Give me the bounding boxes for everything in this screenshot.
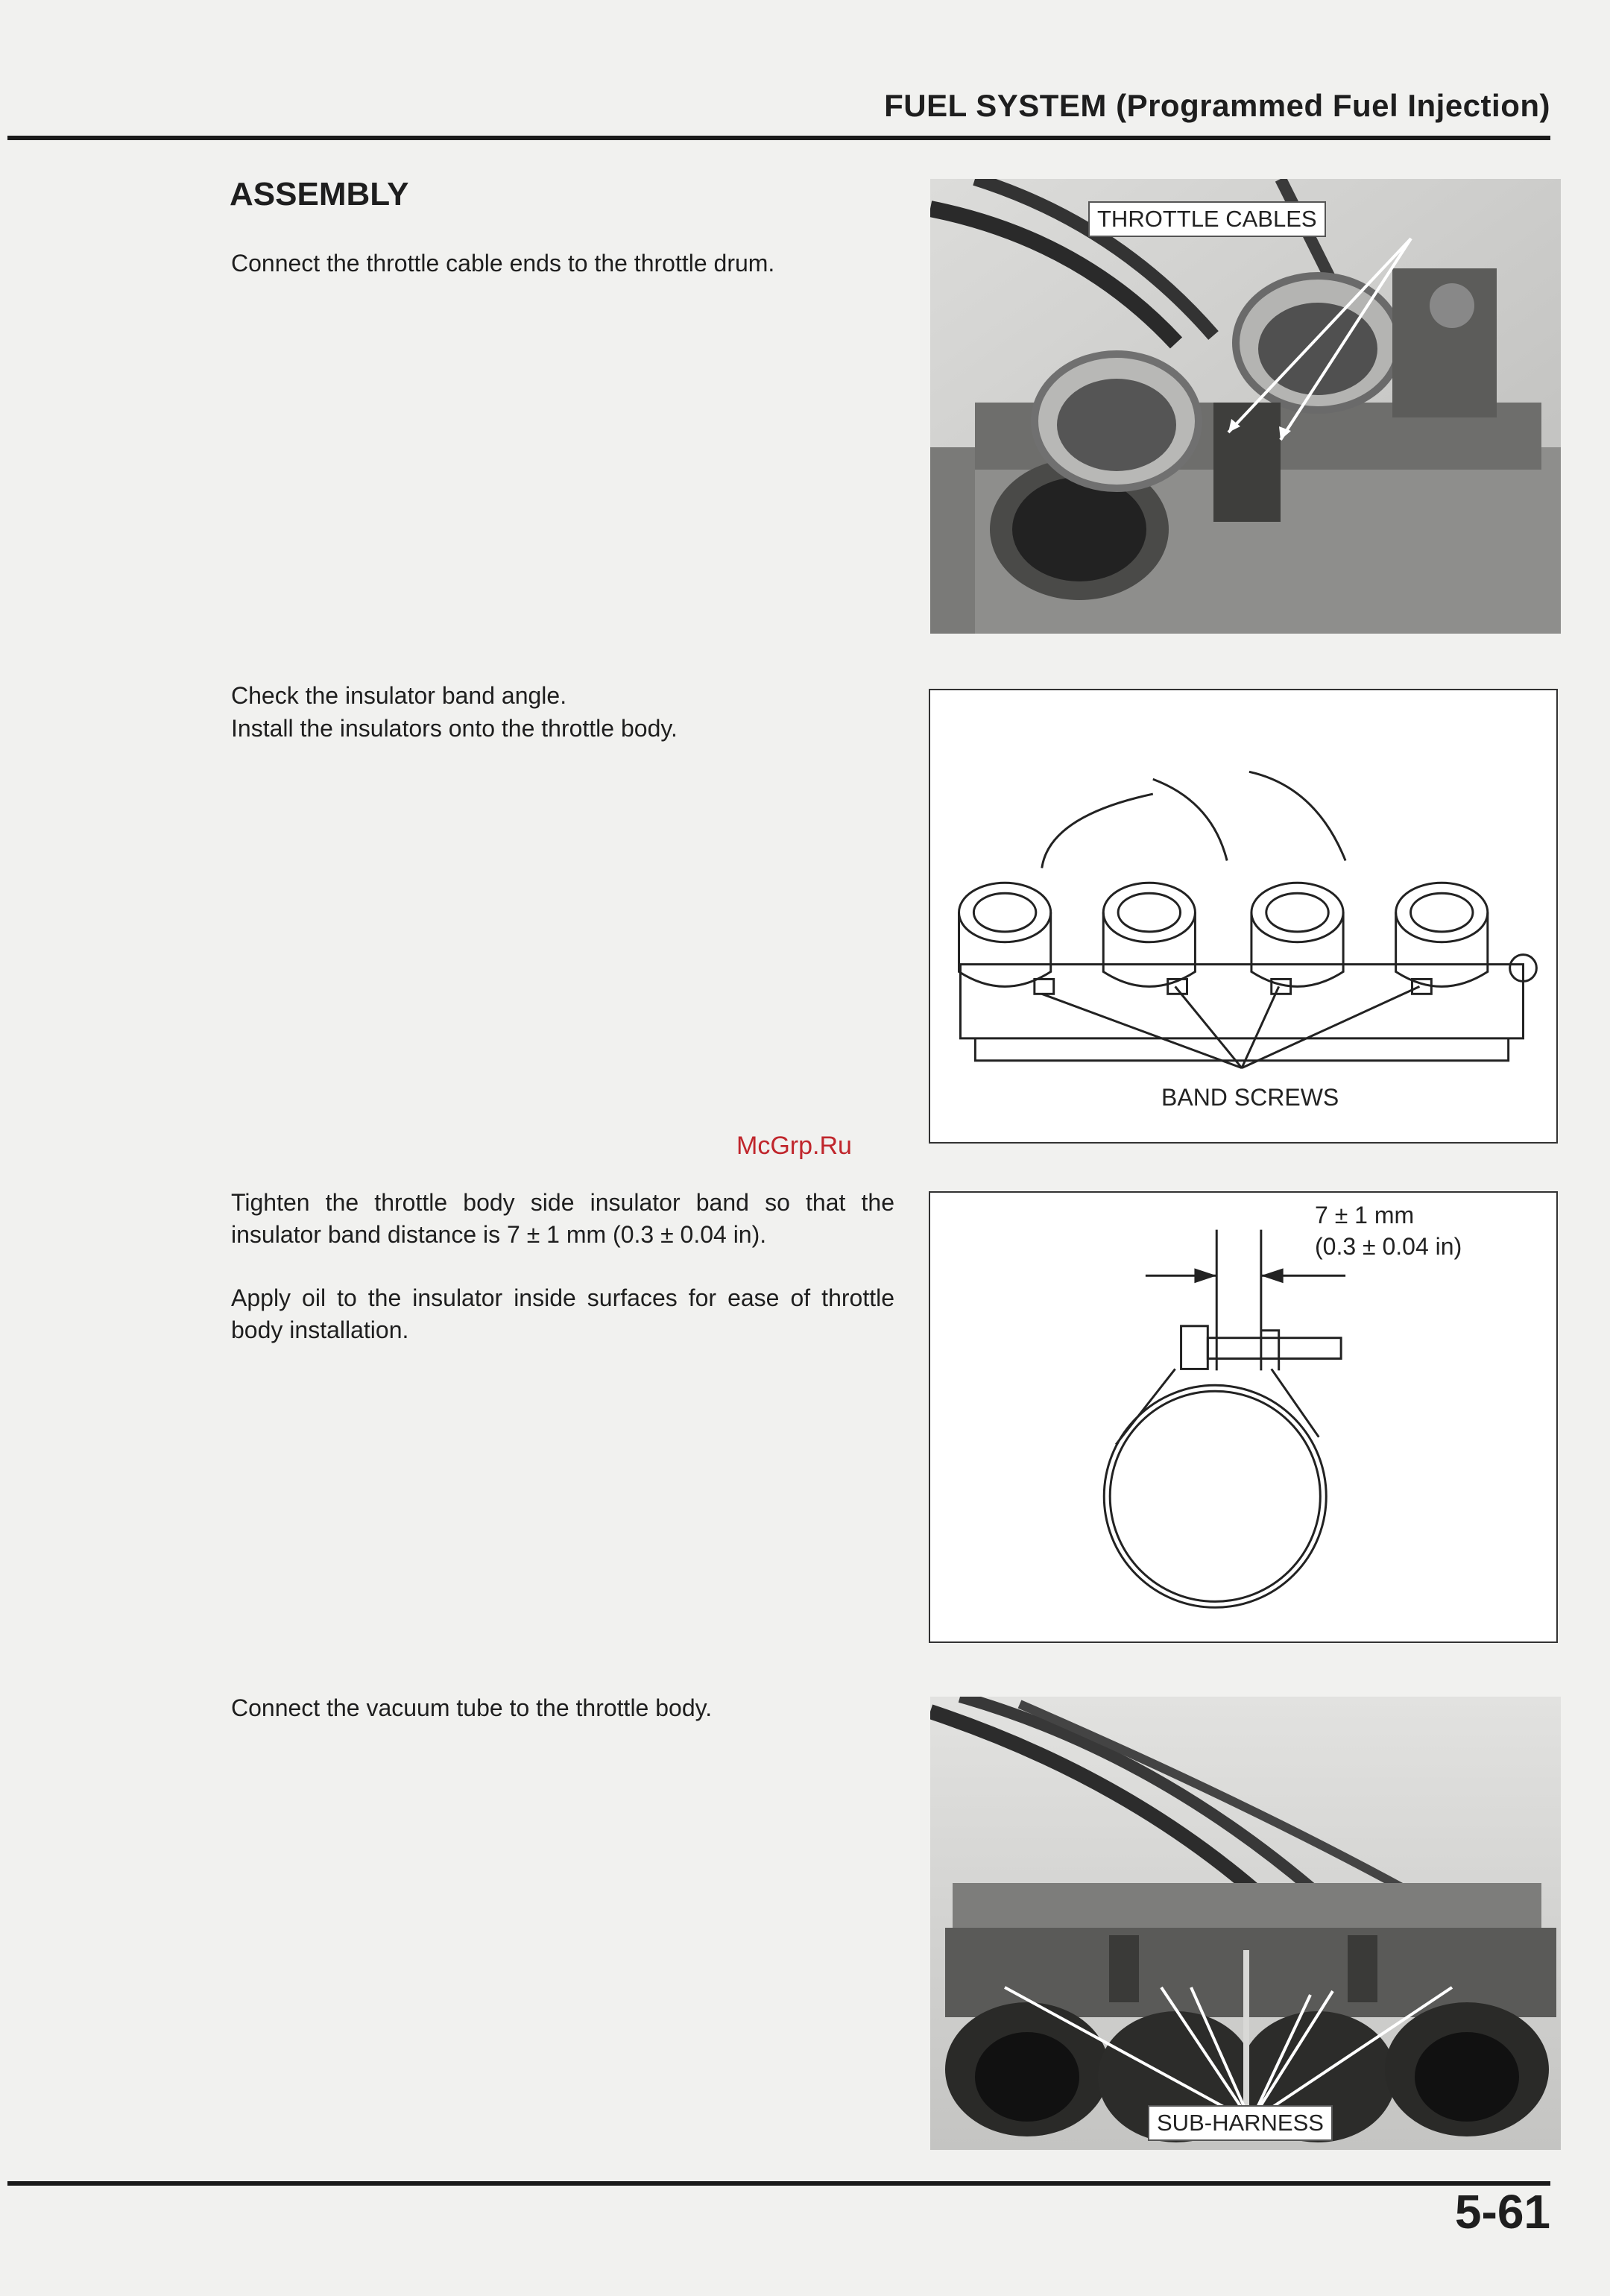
step-3-paragraph-1: Tighten the throttle body side insulator band so that the insulator band distance is 7 ± 1 mm (0.3 ± 0.04 in). xyxy=(231,1189,894,1248)
sub-harness-label: SUB-HARNESS xyxy=(1148,2105,1333,2141)
watermark-text: McGrp.Ru xyxy=(736,1132,852,1160)
band-distance-diagram xyxy=(929,1191,1558,1643)
footer-rule xyxy=(7,2181,1550,2186)
page-header-title: FUEL SYSTEM (Programmed Fuel Injection) xyxy=(884,88,1550,123)
sub-harness-arrows xyxy=(930,1697,1561,2150)
page-number: 5-61 xyxy=(1454,2185,1550,2239)
throttle-cables-arrows xyxy=(930,179,1561,634)
distance-in-label: (0.3 ± 0.04 in) xyxy=(1315,1233,1462,1260)
sub-harness-photo xyxy=(930,1697,1561,2150)
throttle-cables-photo xyxy=(930,179,1561,634)
step-2-line-1: Check the insulator band angle. xyxy=(231,682,567,709)
throttle-cables-label: THROTTLE CABLES xyxy=(1088,201,1326,237)
band-screws-label: BAND SCREWS xyxy=(1161,1084,1339,1111)
step-2-line-2: Install the insulators onto the throttle body. xyxy=(231,715,678,742)
step-3-paragraph-2: Apply oil to the insulator inside surfaces for ease of throttle body installation. xyxy=(231,1284,894,1343)
header-rule xyxy=(7,136,1550,140)
step-1-text: Connect the throttle cable ends to the throttle drum. xyxy=(231,250,775,277)
distance-mm-label: 7 ± 1 mm xyxy=(1315,1202,1415,1229)
section-title: ASSEMBLY xyxy=(230,176,409,212)
step-4-text: Connect the vacuum tube to the throttle body. xyxy=(231,1694,713,1721)
insulators-diagram xyxy=(929,689,1558,1144)
